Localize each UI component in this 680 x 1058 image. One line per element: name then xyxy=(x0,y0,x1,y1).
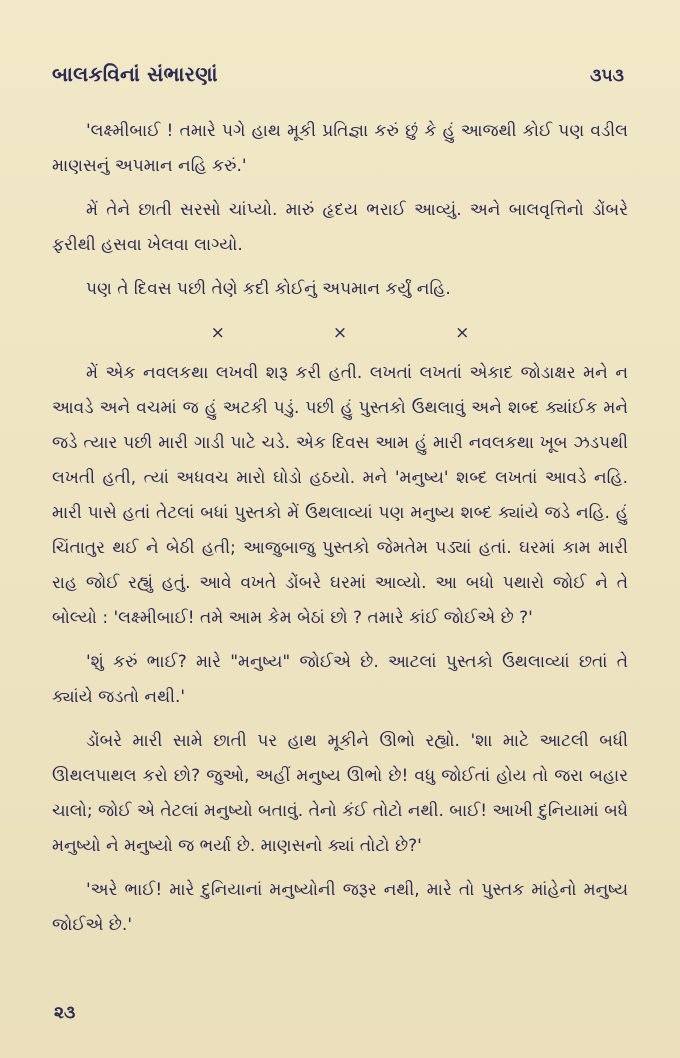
signature-mark: ૨૩ xyxy=(54,1003,76,1023)
running-title: બાલકવિનાં સંભારણાં xyxy=(52,62,218,86)
paragraph-novel: મેં એક નવલકથા લખવી શરૂ કરી હતી. લખતાં લખતાં એકાદ જોડાક્ષર મને ન આવડે અને વચમાં જ હું અટકી પડું. પછી હું પુસ્તકો ઉથલાવું અને શબ્દ ક્યાંઈક મને જડે ત્યાર પછી મારી ગાડી પાટે ચડે. એક દિવસ આમ હું મારી નવલકથા ખૂબ ઝડપથી લખતી હતી, ત્યાં અધવચ મારો ઘોડો હઠયો. મને 'મનુષ્ય' શબ્દ લખતાં આવડે નહિ. મારી પાસે હતાં તેટલાં બધાં પુસ્તકો મેં ઉથલાવ્યાં પણ મનુષ્ય શબ્દ ક્યાંયે જડે નહિ. હું ચિંતાતુર થઈ ને બેઠી હતી; આજુબાજુ પુસ્તકો જેમતેમ પડ્યાં હતાં. ઘરમાં કામ મારી રાહ જોઈ રહ્યું હતું. આવે વખતે ડોંબરે ઘરમાં આવ્યો. આ બધો પથારો જોઈ ને તે બોલ્યો : 'લક્ષ્મીબાઈ! તમે આમ કેમ બેઠાં છો ? તમારે કાંઈ જોઈએ છે ?' xyxy=(52,363,628,628)
paragraph-reply: 'શું કરું ભાઈ? મારે "મનુષ્ય" જોઈએ છે. આટલાં પુસ્તકો ઉથલાવ્યાં છતાં તે ક્યાંયે જડતો નથી.' xyxy=(52,652,628,707)
paragraph-pledge: 'લક્ષ્મીબાઈ ! તમારે પગે હાથ મૂકી પ્રતિજ્ઞા કરું છું કે હું આજથી કોઈ પણ વડીલ માણસનું અપમાન નહિ કરું.' xyxy=(52,121,628,176)
section-break-mark: × xyxy=(455,323,470,343)
paragraph-never-again: પણ તે દિવસ પછી તેણે કદી કોઈનું અપમાન કર્યું નહિ. xyxy=(86,279,451,299)
page-header xyxy=(52,62,628,102)
section-break xyxy=(52,316,628,350)
page-number: ૩૫૩ xyxy=(590,66,624,86)
paragraph-embrace: મેં તેને છાતી સરસો ચાંપ્યો. મારું હૃદય ભરાઈ આવ્યું. અને બાલવૃત્તિનો ડોંબરે ફરીથી હસવા ખેલવા લાગ્યો. xyxy=(52,200,628,255)
paragraph-dombare: ડોંબરે મારી સામે છાતી પર હાથ મૂકીને ઊભો રહ્યો. 'શા માટે આટલી બધી ઊથલપાથલ કરો છો? જુઓ, અહીં મનુષ્ય ઊભો છે! વધુ જોઈતાં હોય તો જરા બહાર ચાલો; જોઈ એ તેટલાં મનુષ્યો બતાવું. તેનો કંઈ તોટો નથી. બાઈ! આખી દુનિયામાં બધે મનુષ્યો ને મનુષ્યો જ ભર્યા છે. માણસનો ક્યાં તોટો છે?' xyxy=(52,731,628,856)
section-break-mark: × xyxy=(210,323,225,343)
paragraph-final: 'અરે ભાઈ! મારે દુનિયાનાં મનુષ્યોની જરૂર નથી, મારે તો પુસ્તક માંહેનો મનુષ્ય જોઈએ છે.' xyxy=(52,880,628,935)
page-body xyxy=(52,114,628,943)
section-break-mark: × xyxy=(332,323,348,343)
